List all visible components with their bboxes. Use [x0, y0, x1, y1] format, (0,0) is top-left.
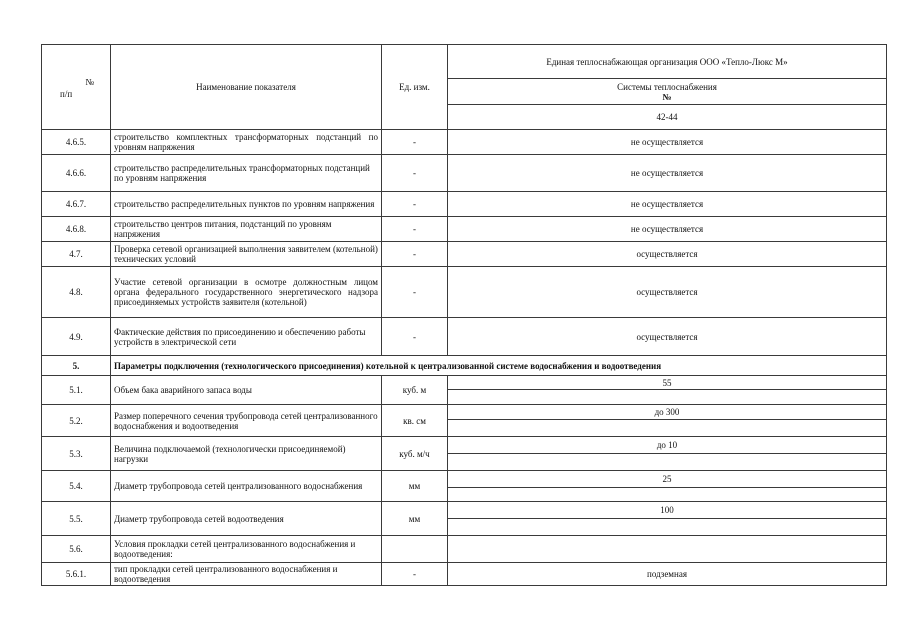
row-unit: - [382, 155, 448, 192]
row-num: 4.9. [42, 318, 111, 356]
row-num: 5.2. [42, 405, 111, 437]
row-unit: мм [382, 471, 448, 502]
row-num: 5.6. [42, 536, 111, 563]
header-systems-cell [448, 79, 887, 105]
table-row [42, 563, 887, 586]
header-systems-label: Системы теплоснабжения [617, 81, 717, 92]
row-name: Объем бака аварийного запаса воды [111, 376, 382, 405]
header-org-cell: Единая теплоснабжающая организация ООО «Тепло-Люкс М» [448, 45, 887, 79]
row-value [448, 536, 887, 563]
row-value: осуществляется [448, 242, 887, 267]
row-unit: - [382, 130, 448, 155]
row-num: 5.1. [42, 376, 111, 405]
row-name: строительство распределительных пунктов по уровням напряжения [111, 192, 382, 217]
row-unit: - [382, 217, 448, 242]
row-unit: - [382, 242, 448, 267]
row-num: 4.6.7. [42, 192, 111, 217]
row-value-sub [448, 390, 887, 405]
row-name: Диаметр трубопровода сетей водоотведения [111, 502, 382, 536]
row-num: 5.4. [42, 471, 111, 502]
row-value: 55 [448, 376, 887, 390]
row-value: до 300 [448, 405, 887, 420]
row-unit: - [382, 318, 448, 356]
row-num: 5.6.1. [42, 563, 111, 586]
row-name: строительство центров питания, подстанций по уровням напряжения [111, 217, 382, 242]
row-name: Диаметр трубопровода сетей централизованного водоснабжения [111, 471, 382, 502]
row-unit: куб. м [382, 376, 448, 405]
header-unit-cell: Ед. изм. [382, 45, 448, 130]
header-name-cell: Наименование показателя [111, 45, 382, 130]
row-value: 25 [448, 471, 887, 488]
table-row [42, 405, 887, 420]
table-row [42, 318, 887, 356]
table-row [42, 376, 887, 390]
row-num: 4.8. [42, 267, 111, 318]
row-name: Проверка сетевой организацией выполнения заявителем (котельной) технических условий [111, 242, 382, 267]
row-value: осуществляется [448, 318, 887, 356]
table-row [42, 502, 887, 519]
table-row [42, 192, 887, 217]
header-systems-num-sign: № [662, 91, 672, 102]
row-name: Величина подключаемой (технологически присоединяемой) нагрузки [111, 437, 382, 471]
table-row [42, 217, 887, 242]
row-num: 4.6.8. [42, 217, 111, 242]
row-name: строительство комплектных трансформаторных подстанций по уровням напряжения [111, 130, 382, 155]
row-num: 5.5. [42, 502, 111, 536]
row-name: Фактические действия по присоединению и обеспечению работы устройств в электрической сети [111, 318, 382, 356]
row-value: 100 [448, 502, 887, 519]
table-row [42, 437, 887, 454]
row-name: строительство распределительных трансформаторных подстанций по уровням напряжения [111, 155, 382, 192]
row-value: не осуществляется [448, 155, 887, 192]
parameters-table [41, 44, 887, 586]
row-value-sub [448, 454, 887, 471]
row-value: осуществляется [448, 267, 887, 318]
row-value: не осуществляется [448, 130, 887, 155]
table-row [42, 130, 887, 155]
row-unit: - [382, 267, 448, 318]
table-row [42, 471, 887, 488]
header-num-sign: № [85, 77, 94, 87]
row-unit: - [382, 563, 448, 586]
section-num: 5. [42, 356, 111, 376]
row-name: Размер поперечного сечения трубопровода сетей централизованного водоснабжения и водоотведения [111, 405, 382, 437]
header-row [42, 45, 887, 79]
table-row [42, 242, 887, 267]
row-value-sub [448, 488, 887, 502]
section-row [42, 356, 887, 376]
header-num-pp: п/п [60, 89, 73, 99]
row-name: Условия прокладки сетей централизованного водоснабжения и водоотведения: [111, 536, 382, 563]
row-unit: куб. м/ч [382, 437, 448, 471]
row-unit: - [382, 192, 448, 217]
row-num: 5.3. [42, 437, 111, 471]
section-title: Параметры подключения (технологического присоединения) котельной к централизованной системе водоснабжения и водоотведения [111, 356, 887, 376]
table-row [42, 536, 887, 563]
row-unit: мм [382, 502, 448, 536]
table-row [42, 155, 887, 192]
row-num: 4.7. [42, 242, 111, 267]
row-num: 4.6.5. [42, 130, 111, 155]
row-value-sub [448, 420, 887, 437]
header-num-cell [42, 45, 111, 130]
row-num: 4.6.6. [42, 155, 111, 192]
row-value-sub [448, 519, 887, 536]
row-unit [382, 536, 448, 563]
row-value: до 10 [448, 437, 887, 454]
document-sheet [41, 44, 886, 586]
row-value: не осуществляется [448, 192, 887, 217]
header-systems-value: 42-44 [448, 105, 887, 130]
row-unit: кв. см [382, 405, 448, 437]
row-value: подземная [448, 563, 887, 586]
table-row [42, 267, 887, 318]
row-name: тип прокладки сетей централизованного водоснабжения и водоотведения [111, 563, 382, 586]
row-value: не осуществляется [448, 217, 887, 242]
row-name: Участие сетевой организации в осмотре должностным лицом органа федерального государственного энергетического надзора присоединяемых устройств заявителя (котельной) [111, 267, 382, 318]
